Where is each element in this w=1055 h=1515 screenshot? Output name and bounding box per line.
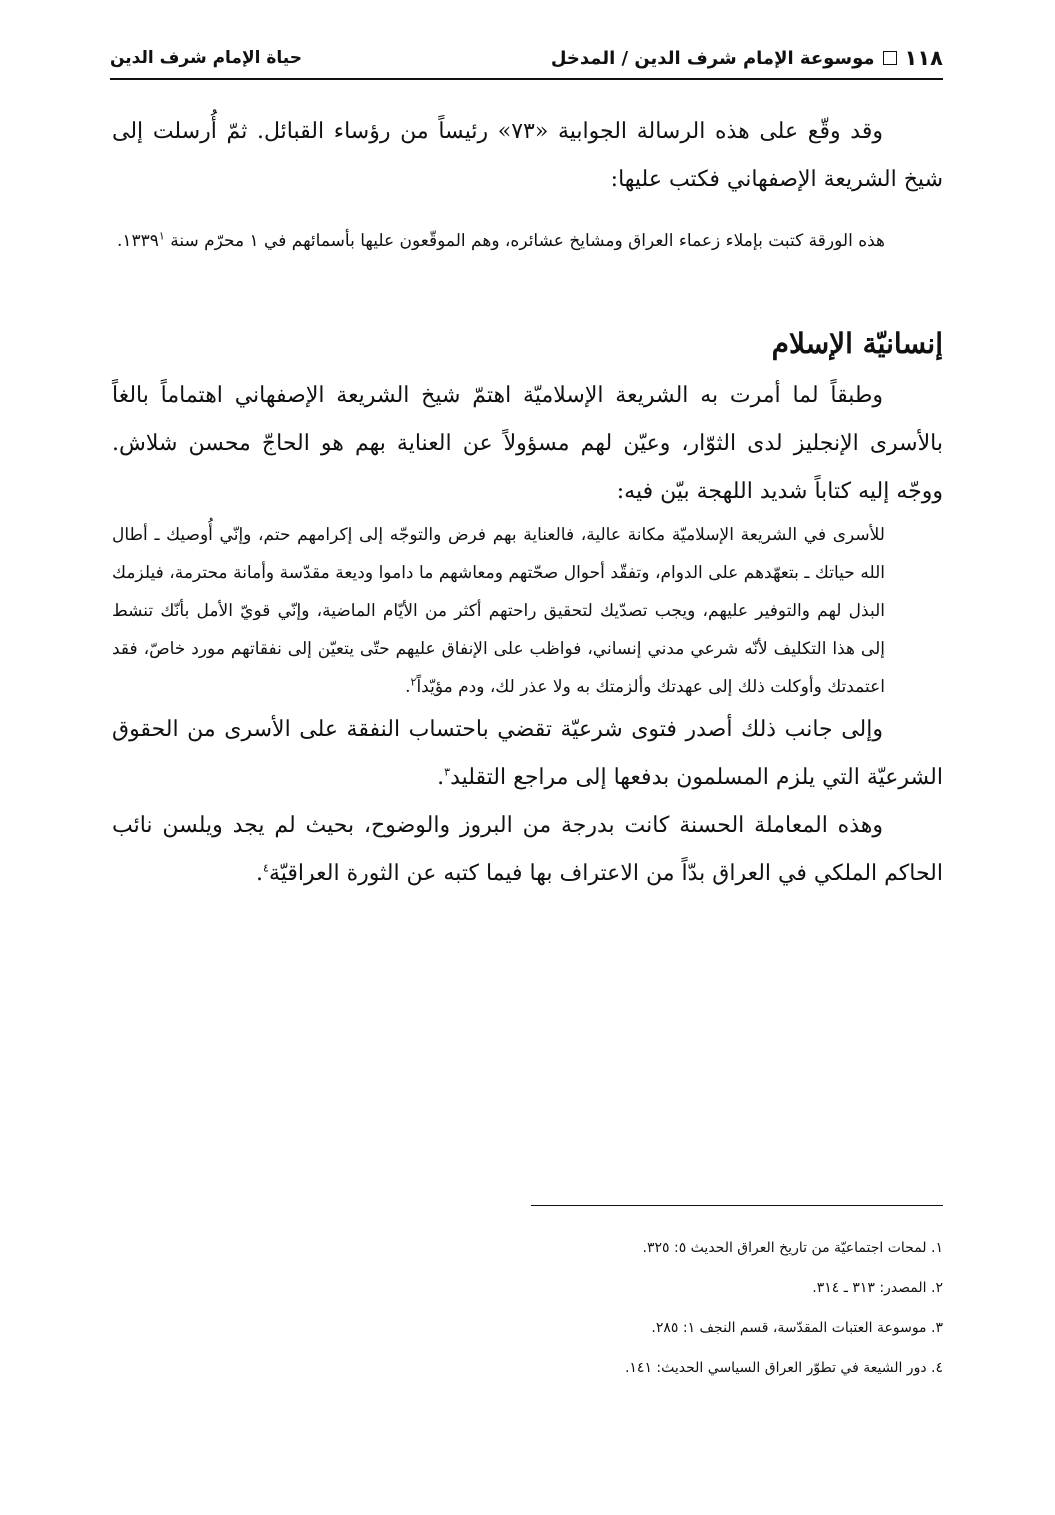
footnote-ref-2[interactable]: ٢ [410,675,417,689]
running-header [110,38,943,80]
book-section-title: موسوعة الإمام شرف الدين / المدخل [550,47,875,69]
footnote-3: ٣. موسوعة العتبات المقدّسة، قسم النجف ١: ٢٨٥. [651,1320,943,1336]
paragraph-text: وإلى جانب ذلك أصدر فتوى شرعيّة تقضي باحتساب النفقة على الأسرى من الحقوق الشرعيّة التي يلزم المسلمون بدفعها إلى مراجع التقليد [112,717,943,790]
paragraph-text: وقد وقّع على هذه الرسالة الجوابية «٧٣» رئيساً من رؤساء القبائل. ثمّ أُرسلت إلى شيخ الشريعة الإصفهاني فكتب عليها: [112,119,943,192]
paragraph-text: وطبقاً لما أمرت به الشريعة الإسلاميّة اهتمّ شيخ الشريعة الإصفهاني اهتماماً بالغاً بالأسرى الإنجليز لدى الثوّار، وعيّن لهم مسؤولاً عن العناية بهم هو الحاجّ محسن شلاش. ووجّه إليه كتاباً شديد اللهجة بيّن فيه: [112,383,943,504]
quote-1 [112,222,943,260]
section-heading: إنسانيّة الإسلام [771,327,943,360]
quote-2 [112,516,943,706]
footnote-ref-3[interactable]: ٣ [444,765,451,779]
footnote-ref-1[interactable]: ١ [158,229,165,243]
footnote-2: ٢. المصدر: ٣١٣ ـ ٣١٤. [812,1280,943,1296]
quote-text: للأسرى في الشريعة الإسلاميّة مكانة عالية، فالعناية بهم فرض والتوجّه إلى إكرامهم حتم، وإنّي أُوصيك ـ أطال الله حياتك ـ بتعهّدهم على الدوام، وتفقّد أحوال صحّتهم ومعاشهم ما داموا وديعة مقدّسة وأمانة محترمة، فيلزمك البذل لهم والتوفير عليهم، ويجب تصدّيك لتحقيق راحتهم أكثر من الأيّام الماضية، وإنّي قويّ الأمل بأنّك تنشط إلى هذا التكليف لأنّه شرعي مدني إنساني، فواظب على الإنفاق عليهم حتّى يتعيّن إلى نفقاتهم مورد خاصّ، فقد اعتمدتك وأوكلت ذلك إلى عهدتك وألزمتك به ولا عذر لك، ودم مؤيّداً [112,525,885,697]
paragraph-text: وهذه المعاملة الحسنة كانت بدرجة من البروز والوضوح، بحيث لم يجد ويلسن نائب الحاكم الملكي في العراق بدّاً من الاعتراف بها فيما كتبه عن الثورة العراقيّة [112,813,943,886]
paragraph-1 [112,108,943,204]
quote-end: . [405,677,411,697]
header-right [551,46,943,70]
footnote-ref-4[interactable]: ٤ [263,861,269,875]
quote-end: . [116,231,123,251]
paragraph-2 [112,372,943,516]
square-icon [883,51,897,65]
paragraph-end: . [256,861,264,886]
paragraph-4 [112,802,943,898]
footnotes [243,1228,943,1388]
page-number: ١١٨ [904,46,943,70]
footnote-1: ١. لمحات اجتماعيّة من تاريخ العراق الحديث ٥: ٣٢٥. [642,1240,943,1256]
footnote-4: ٤. دور الشيعة في تطوّر العراق السياسي الحديث: ١٤١. [624,1360,943,1376]
paragraph-3 [112,706,943,802]
footnote-divider [531,1205,943,1206]
chapter-title: حياة الإمام شرف الدين [110,48,302,68]
quote-text: هذه الورقة كتبت بإملاء زعماء العراق ومشايخ عشائره، وهم الموقّعون عليها بأسمائهم في ١ محرّم سنة ١٣٣٩ [122,231,885,251]
page-body [112,108,943,898]
paragraph-end: . [437,765,445,790]
